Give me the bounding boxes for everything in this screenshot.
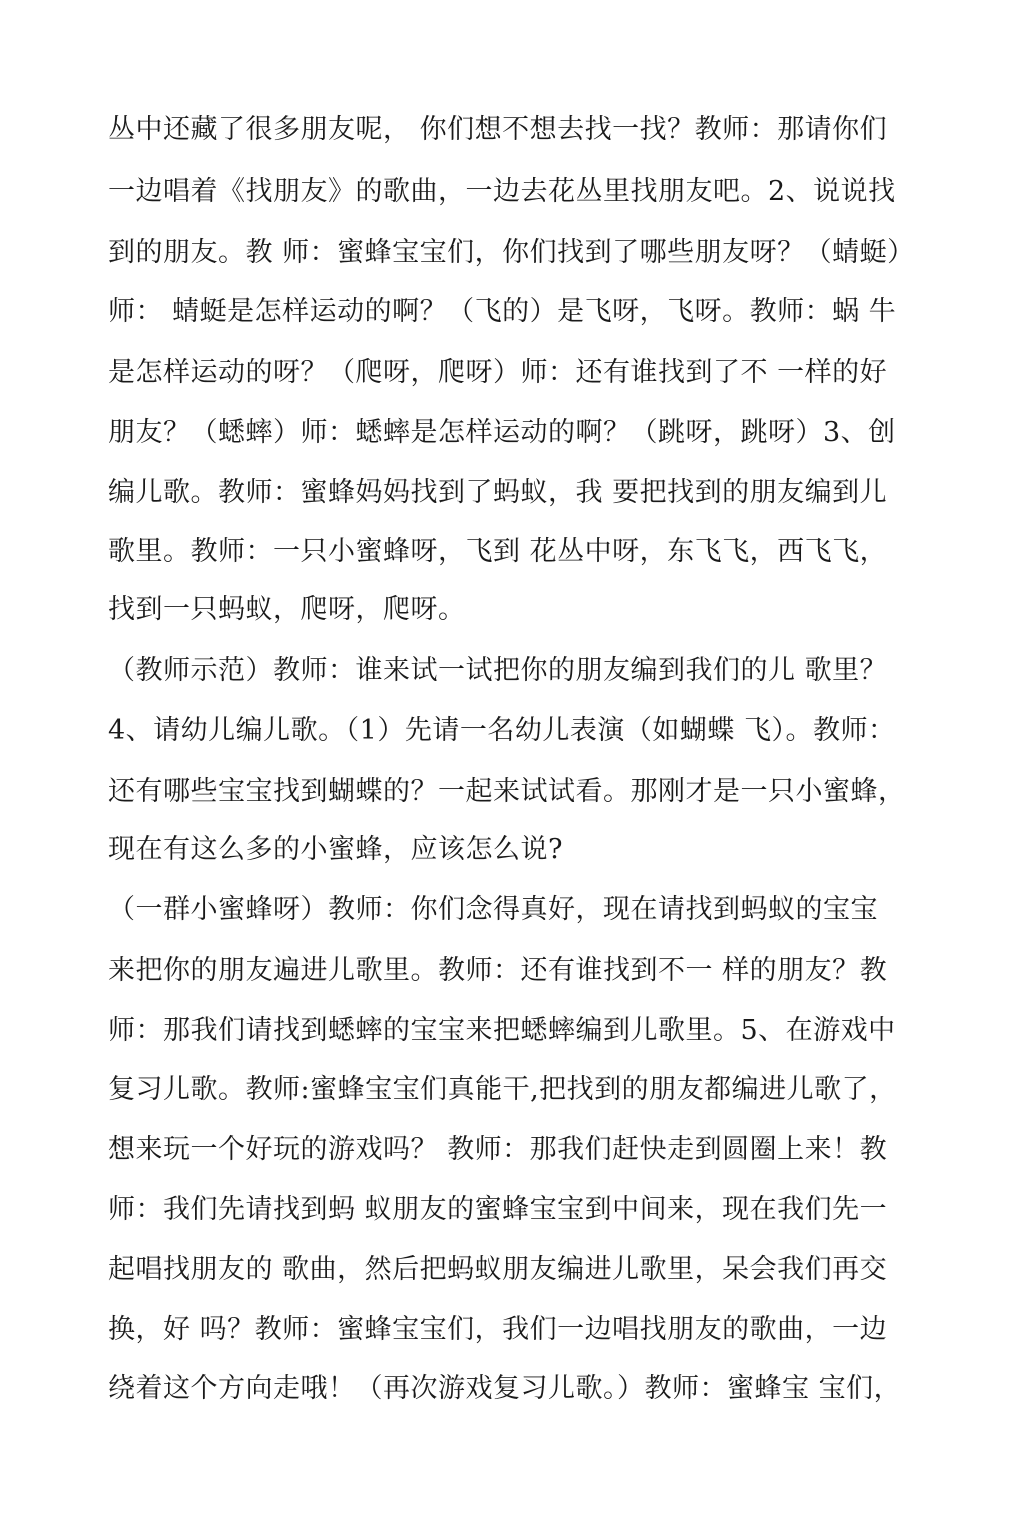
text-line: 绕着这个方向走哦！（再次游戏复习儿歌。）教师：蜜蜂宝 宝们，: [108, 1373, 902, 1404]
text-line: 师： 蜻蜓是怎样运动的啊？（飞的）是飞呀，飞呀。教师：蜗 牛: [108, 296, 897, 327]
text-line: （一群小蜜蜂呀）教师：你们念得真好，现在请找到蚂蚁的宝宝: [108, 894, 878, 925]
text-line: 一边唱着《找朋友》的歌曲，一边去花丛里找朋友吧。2、说说找: [108, 176, 896, 207]
text-line: 起唱找朋友的 歌曲，然后把蚂蚁朋友编进儿歌里，呆会我们再交: [108, 1254, 888, 1285]
text-line: 朋友？（蟋蟀）师：蟋蟀是怎样运动的啊？（跳呀，跳呀）3、创: [108, 417, 896, 448]
text-line: 到的朋友。教 师：蜜蜂宝宝们，你们找到了哪些朋友呀？（蜻蜓）: [108, 237, 915, 268]
text-line: 复习儿歌。教师:蜜蜂宝宝们真能干,把找到的朋友都编进儿歌了，: [108, 1074, 897, 1105]
text-line: 还有哪些宝宝找到蝴蝶的？一起来试试看。那刚才是一只小蜜蜂，: [108, 776, 906, 807]
text-line: 找到一只蚂蚁，爬呀，爬呀。: [108, 594, 466, 625]
text-line: 来把你的朋友遍进儿歌里。教师：还有谁找到不一 样的朋友？教: [108, 955, 888, 986]
text-line: 师：那我们请找到蟋蟀的宝宝来把蟋蟀编到儿歌里。5、在游戏中: [108, 1015, 896, 1046]
text-line: 想来玩一个好玩的游戏吗？ 教师：那我们赶快走到圆圈上来！教: [108, 1134, 888, 1165]
text-line: 换，好 吗？教师：蜜蜂宝宝们，我们一边唱找朋友的歌曲，一边: [108, 1314, 888, 1345]
text-line: 是怎样运动的呀？（爬呀，爬呀）师：还有谁找到了不 一样的好: [108, 357, 888, 388]
text-line: 4、请幼儿编儿歌。（1）先请一名幼儿表演（如蝴蝶 飞）。教师：: [108, 715, 896, 746]
text-line: 丛中还藏了很多朋友呢， 你们想不想去找一找？教师：那请你们: [108, 114, 888, 145]
text-line: 师：我们先请找到蚂 蚁朋友的蜜蜂宝宝到中间来，现在我们先一: [108, 1194, 888, 1225]
text-line: 歌里。教师：一只小蜜蜂呀，飞到 花丛中呀，东飞飞，西飞飞，: [108, 536, 888, 567]
text-line: 编儿歌。教师：蜜蜂妈妈找到了蚂蚁，我 要把找到的朋友编到儿: [108, 477, 888, 508]
text-line: 现在有这么多的小蜜蜂，应该怎么说?: [108, 834, 563, 865]
text-line: （教师示范）教师：谁来试一试把你的朋友编到我们的儿 歌里？: [108, 655, 888, 686]
